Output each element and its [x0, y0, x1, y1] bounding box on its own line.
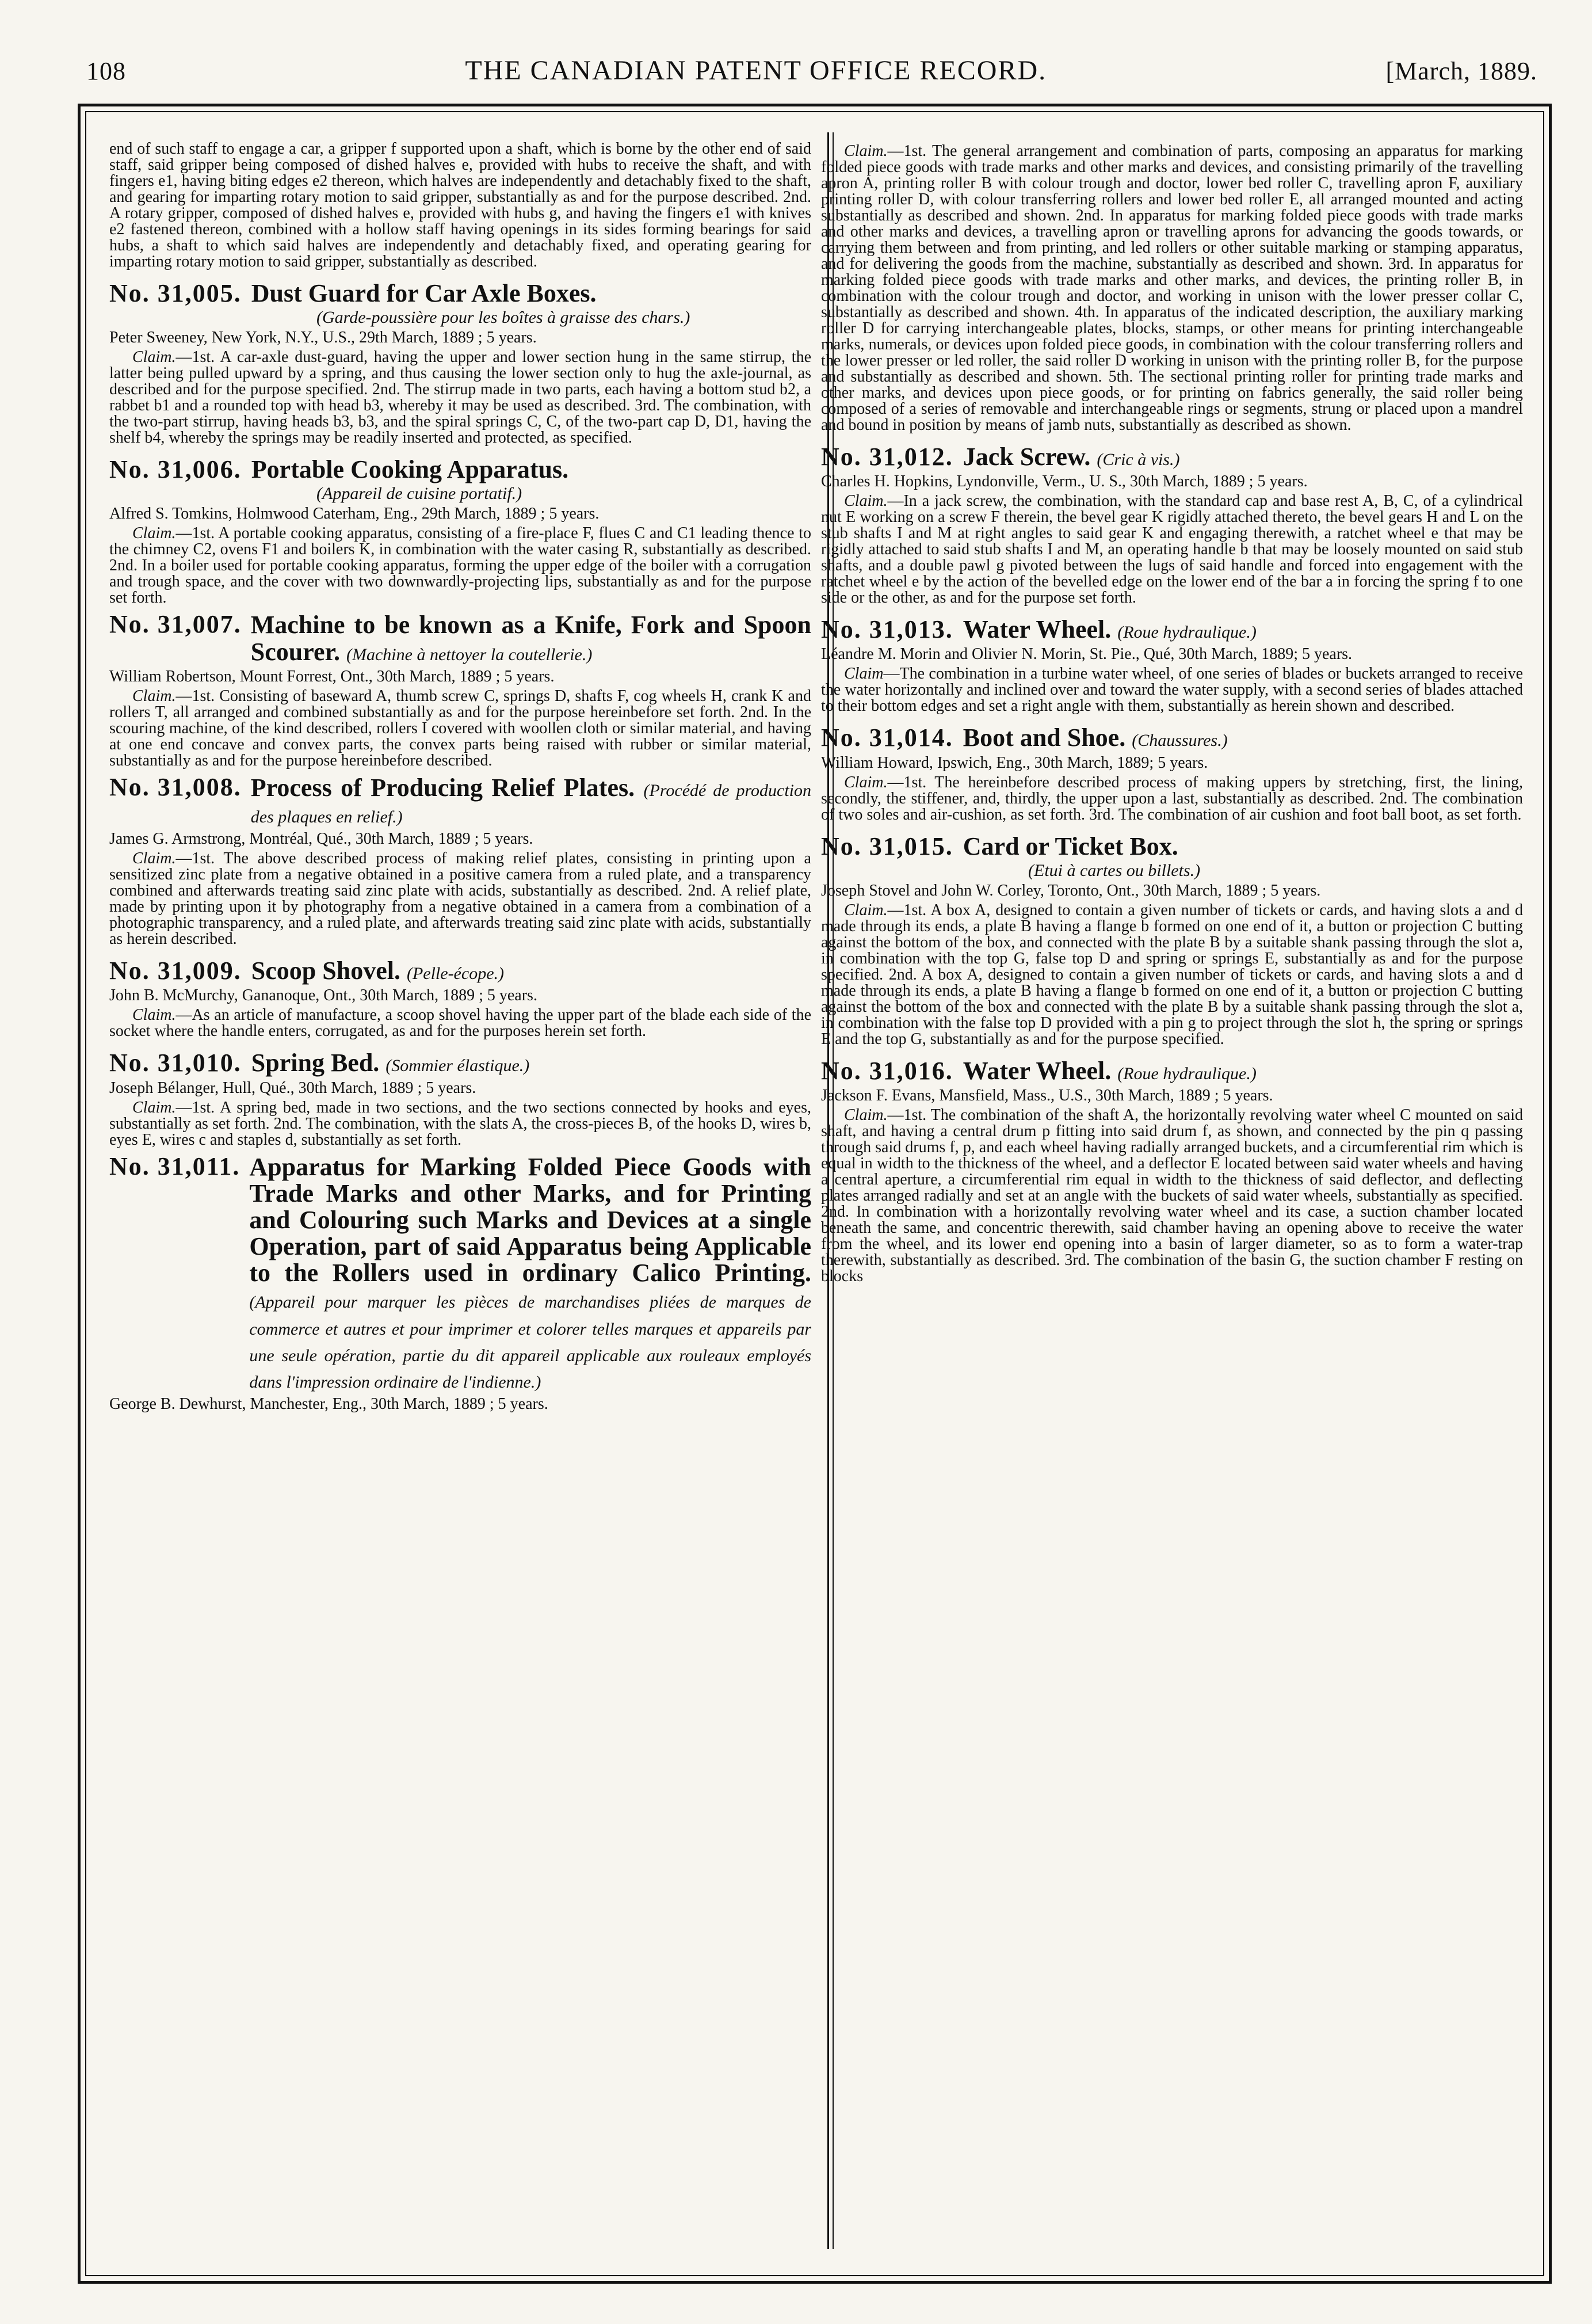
claim-label: Claim. — [132, 348, 176, 367]
french-title: (Appareil de cuisine portatif.) — [316, 484, 522, 504]
claim-body: —The combination in a turbine water wheel, of one series of blades or buckets arranged to receive the water horizontally and inclined over and toward the water supply, with a second series of blades attached to their bottom edges and set a right angle with them, substantially as herein shown and described. — [821, 665, 1523, 715]
patentee-line: William Robertson, Mount Forrest, Ont., 30th March, 1889 ; 5 years. — [109, 667, 555, 685]
claim-body: —As an article of manufacture, a scoop shovel having the upper part of the blade each side of the socket where the handle enters, corrugated, as and for the purposes herein set forth. — [109, 1006, 811, 1041]
patent-number: No. 31,008. — [109, 772, 242, 801]
claim-label: Claim. — [132, 687, 176, 705]
patent-title-block — [251, 612, 811, 665]
claim-text — [821, 666, 1523, 714]
patent-number: No. 31,010. — [109, 1049, 242, 1077]
patent-number: No. 31,013. — [821, 615, 953, 644]
right-column — [821, 141, 1523, 2246]
patentee-line: Charles H. Hopkins, Lyndonville, Verm., U. S., 30th March, 1889 ; 5 years. — [821, 473, 1308, 491]
issue-date: [March, 1889. — [1385, 57, 1537, 85]
claim-text — [109, 1007, 811, 1039]
page-number: 108 — [86, 57, 126, 85]
patentee-line: William Howard, Ipswich, Eng., 30th March, 1889; 5 years. — [821, 753, 1208, 772]
patent-entry-31011 — [109, 1154, 811, 1413]
patent-entry-31014 — [821, 725, 1523, 822]
entry-heading — [109, 612, 811, 665]
claim-body: —1st. The combination of the shaft A, the horizontally revolving water wheel C mounted on said shaft, and having a central drum p fitting into said drum f, as shown, and connected by the pin q passing through said drums f, p, and each wheel having radially arranged buckets, and a circumferential rim which is equal in width to the thickness of the wheel, and a deflector E located between said water wheels and having a central aperture, a circumferential rim equal in width to the thickness of said deflector, and deflecting plates arranged radially and set at an angle with the buckets of said water wheels, substantially as specified. 2nd. In combination with a horizontally revolving water wheel and its case, a suction chamber located beneath the same, and concentric therewith, said chamber having an opening above to receive the water from the wheel, and its lower end opening into a basin of larger diameter, so as to form a water-trap therewith, substantially as described. 3rd. The combination of the basin G, the suction chamber F resting on blocks — [821, 1106, 1523, 1285]
patent-title: Scoop Shovel. — [251, 957, 400, 985]
claim-text — [821, 493, 1523, 606]
claim-text — [821, 775, 1523, 823]
entry-heading — [821, 833, 1523, 860]
patent-title-block — [251, 775, 811, 828]
patentee-line: Jackson F. Evans, Mansfield, Mass., U.S., 30th March, 1889 ; 5 years. — [821, 1086, 1273, 1104]
patentee-line: Peter Sweeney, New York, N.Y., U.S., 29th March, 1889 ; 5 years. — [109, 329, 537, 347]
page-frame — [78, 104, 1552, 2284]
continued-claim-text — [821, 143, 1523, 433]
patentee-line: Alfred S. Tomkins, Holmwood Caterham, Eng., 29th March, 1889 ; 5 years. — [109, 505, 600, 523]
claim-label: Claim. — [844, 142, 888, 160]
patentee-line: Joseph Bélanger, Hull, Qué., 30th March, 1889 ; 5 years. — [109, 1079, 476, 1097]
french-title: (Machine à nettoyer la coutellerie.) — [346, 645, 593, 664]
claim-label: Claim. — [844, 773, 888, 791]
french-title: (Sommier élastique.) — [385, 1056, 530, 1076]
claim-label: Claim. — [132, 1098, 176, 1117]
patent-title: Card or Ticket Box. — [963, 832, 1178, 860]
patent-entry-31016 — [821, 1058, 1523, 1285]
claim-label: Claim. — [132, 524, 176, 543]
claim-text — [821, 902, 1523, 1047]
french-title: (Roue hydraulique.) — [1117, 623, 1257, 642]
patent-title: Portable Cooking Apparatus. — [251, 455, 569, 484]
patent-entry-31009 — [109, 958, 811, 1039]
claim-label: Claim. — [132, 1006, 176, 1024]
french-title: (Pelle-écope.) — [406, 964, 504, 984]
claim-text — [109, 1100, 811, 1148]
claim-text — [821, 1107, 1523, 1285]
claim-body: —1st. A car-axle dust-guard, having the upper and lower section hung in the same stirrup, the latter being pulled upward by a spring, and thus causing the lower section only to hug the axle-journal, as described and for the purpose specified. 2nd. The stirrup made in two parts, each having a bottom stud b2, a rabbet b1 and a rounded top with head b3, whereby it may be used as described. 3rd. The combination, with the two-part stirrup, having heads b3, b3, and the spiral springs C, C, of the two-part cap D, D1, having the shelf b4, whereby the springs may be readily inserted and protected, as specified. — [109, 348, 811, 447]
patentee-line: George B. Dewhurst, Manchester, Eng., 30th March, 1889 ; 5 years. — [109, 1395, 548, 1414]
patent-number: No. 31,012. — [821, 443, 953, 471]
entry-heading — [109, 1050, 811, 1076]
publication-title: THE CANADIAN PATENT OFFICE RECORD. — [465, 55, 1047, 86]
patent-number: No. 31,009. — [109, 957, 242, 985]
claim-label: Claim — [844, 665, 884, 683]
french-title: (Appareil pour marquer les pièces de marchandises pliées de marques de commerce et autres et pour imprimer et colorer telles marques et appareils par une seule opération, partie du dit appareil applicable aux rouleaux employés dans l'impression ordinaire de l'indienne.) — [249, 1293, 811, 1392]
running-head — [86, 55, 1537, 101]
patent-number: No. 31,015. — [821, 832, 953, 860]
patent-title-block — [249, 1154, 811, 1393]
patent-title: Apparatus for Marking Folded Piece Goods with Trade Marks and other Marks, and for Printing and Colouring such Marks and Devices at a single Operation, part of said Apparatus being Applicable to the Rollers used in ordinary Calico Printing. — [249, 1152, 811, 1287]
patent-title: Spring Bed. — [251, 1049, 380, 1077]
french-title: (Chaussures.) — [1132, 731, 1228, 750]
patent-title: Machine to be known as a Knife, Fork and Spoon Scourer. — [250, 611, 811, 666]
patent-entry-31010 — [109, 1050, 811, 1148]
french-title: (Garde-poussière pour les boîtes à graisse des chars.) — [316, 308, 690, 327]
patent-title: Boot and Shoe. — [963, 723, 1126, 752]
patent-number: No. 31,011. — [109, 1152, 240, 1180]
patent-number: No. 31,014. — [821, 723, 953, 752]
patent-entry-31015 — [821, 833, 1523, 1047]
entry-heading — [109, 1154, 811, 1393]
patent-entry-31007 — [109, 612, 811, 768]
claim-label: Claim. — [844, 492, 888, 510]
patent-number: No. 31,005. — [109, 279, 242, 307]
claim-text — [109, 525, 811, 606]
entry-heading — [109, 772, 811, 828]
entry-heading — [821, 1058, 1523, 1084]
claim-body: —1st. The general arrangement and combination of parts, composing an apparatus for marking folded piece goods with trade marks and other marks and devices, and consisting primarily of the travelling apron A, printing roller B with colour trough and doctor, lower bed roller C, travelling apron F, auxiliary printing roller D, with colour transferring rollers and lower bed roller E, all arranged mounted and acting substantially as described and shown. 2nd. In apparatus for marking folded piece goods with trade marks and other marks and devices, a travelling apron or travelling aprons for advancing the goods towards, or carrying them between and from printing, and led rollers or other suitable marking or stamping apparatus, and for delivering the goods from the machine, substantially as described and shown. 3rd. In apparatus for marking folded piece goods with trade marks and other marks, and devices, the printing roller B, in combination with the colour trough and doctor, and working in unison with the lower presser collar C, substantially as described and shown. 4th. In apparatus of the indicated description, the auxiliary marking roller D for carrying interchangeable plates, blocks, stamps, or other means for printing interchangeable marks, numerals, or devices upon folded piece goods, in combination with the colour transferring rollers and the lower presser or led roller, the said roller D working in unison with the printing roller B, for the purpose and substantially as described and shown. 5th. The sectional printing roller for printing trade marks and other marks, and devices upon piece goods, or for printing on fabrics generally, the said roller being composed of a series of removable and interchangeable rings or segments, strung or placed upon a mandrel and bound in position by means of jamb nuts, substantially as described as shown. — [821, 142, 1523, 434]
claim-label: Claim. — [844, 901, 888, 919]
patent-entry-31013 — [821, 616, 1523, 714]
patent-title: Jack Screw. — [963, 443, 1091, 471]
patent-number: No. 31,007. — [109, 610, 242, 639]
entry-heading — [109, 280, 811, 307]
claim-body: —1st. The above described process of making relief plates, consisting in printing upon a sensitized zinc plate from a negative obtained in a positive camera from a ruled plate, and a transparency combined and afterwards treating said zinc plate with acids, substantially as described. 2nd. A relief plate, made by printing upon it by photography from a negative obtained in a camera from a combination of a photographic transparency, and a ruled plate, and afterwards treating said zinc plate with acids, substantially as herein described. — [109, 849, 811, 948]
claim-text — [109, 688, 811, 769]
claim-body: —1st. A box A, designed to contain a given number of tickets or cards, and having slots a and d made through its ends, a plate B having a flange b formed on one end of it, a button or projection C butting against the bottom of the box, and connected with the plate B by a suitable shank passing through the slot a, in combination with the top G, false top D and spring or springs E, substantially as and for the purpose specified. 2nd. A box A, designed to contain a given number of tickets or cards, and having slots a and d made through its ends, a plate B having a flange b formed on one end of it, a button or projection C butting against the bottom of the box and connected with the plate B by a suitable shank passing through the slot a, in combination with the false top D provided with a pin g to project through the slot h, the spring or springs E and the top G, substantially as and for the purpose specified. — [821, 901, 1523, 1048]
claim-body: —1st. A portable cooking apparatus, consisting of a fire-place F, flues C and C1 leading thence to the chimney C2, ovens F1 and boilers K, in combination with the water casing R, substantially as described. 2nd. In a boiler used for portable cooking apparatus, forming the upper edge of the boiler with a corrugation and trough space, and the cover with two downwardly-projecting lips, substantially as and for the purpose set forth. — [109, 524, 811, 607]
french-title: (Roue hydraulique.) — [1117, 1064, 1257, 1083]
patent-entry-31006 — [109, 456, 811, 606]
patent-entry-31005 — [109, 280, 811, 446]
patent-title: Process of Producing Relief Plates. — [250, 773, 635, 802]
patentee-line: Léandre M. Morin and Olivier N. Morin, St. Pie., Qué, 30th March, 1889; 5 years. — [821, 645, 1353, 664]
entry-heading — [109, 456, 811, 483]
claim-text — [109, 851, 811, 947]
left-column — [109, 141, 811, 2246]
patentee-line: Joseph Stovel and John W. Corley, Toronto, Ont., 30th March, 1889 ; 5 years. — [821, 881, 1321, 900]
entry-heading — [821, 444, 1523, 470]
patent-title: Water Wheel. — [963, 615, 1112, 644]
patent-title: Water Wheel. — [963, 1056, 1112, 1085]
french-title: (Procédé de production des plaques en relief.) — [250, 780, 811, 826]
patent-entry-31008 — [109, 772, 811, 948]
continued-claim-text: end of such staff to engage a car, a gripper f supported upon a shaft, which is borne by the other end of said staff, said gripper being composed of dished halves e, provided with hubs to receive the shaft, and with fingers e1, having biting edges e2 thereon, which halves are independently and detachably fixed to the shaft, and gearing for imparting rotary motion to said gripper, substantially as and for the purpose described. 2nd. A rotary gripper, composed of dished halves e, provided with hubs g, and having the fingers e1 with knives e2 fastened thereon, combined with a hollow staff having openings in its sides forming bearings for said hubs, a shaft to which said halves are independently and detachably fixed, and operating gearing for imparting rotary motion to said gripper, substantially as described. — [109, 141, 811, 271]
claim-body: —1st. The hereinbefore described process of making uppers by stretching, first, the lining, secondly, the stiffener, and, thirdly, the upper upon a last, substantially as described. 2nd. The combination of two soles and air-cushion, as set forth. 3rd. The combination of air cushion and foot ball boot, as set forth. — [821, 773, 1523, 824]
french-title: (Etui à cartes ou billets.) — [1028, 860, 1201, 880]
entry-heading — [821, 725, 1523, 751]
patent-number: No. 31,016. — [821, 1056, 953, 1085]
claim-text — [109, 349, 811, 446]
patentee-line: James G. Armstrong, Montréal, Qué., 30th March, 1889 ; 5 years. — [109, 830, 533, 848]
claim-label: Claim. — [132, 849, 176, 868]
patent-number: No. 31,006. — [109, 455, 242, 484]
claim-body: —1st. A spring bed, made in two sections, and the two sections connected by hooks and eyes, substantially as set forth. 2nd. The combination, with the slats A, the cross-pieces B, of the hooks D, wires b, eyes E, wires c and staples d, substantially as set forth. — [109, 1098, 811, 1149]
claim-body: —1st. Consisting of baseward A, thumb screw C, springs D, shafts F, cog wheels H, crank K and rollers T, all arranged and combined substantially as and for the purpose hereinbefore set forth. 2nd. In the scouring machine, of the kind described, rollers I covered with woollen cloth or similar material, and having at one end concave and convex parts, the convex parts being raised with rubber or similar material, substantially as and for the purpose hereinbefore described. — [109, 687, 811, 769]
claim-body: —In a jack screw, the combination, with the standard cap and base rest A, B, C, of a cylindrical nut E working on a screw F therein, the bevel gear K rigidly attached thereto, the bevel gears H and L on the stub shafts I and M at right angles to said gear K and engaging therewith, a ratchet wheel e that may be rigidly attached to said stub shafts I and M, an operating handle b that may be loosely mounted on said stub shafts, and a double pawl g pivoted between the lugs of said handle and forced into engagement with the ratchet wheel e by the action of the bevelled edge on the lower end of the bar a in forcing the spring f to one side or the other, as and for the purpose set forth. — [821, 492, 1523, 607]
claim-label: Claim. — [844, 1106, 888, 1124]
patent-entry-31012 — [821, 444, 1523, 606]
french-title: (Cric à vis.) — [1097, 450, 1180, 469]
entry-heading — [109, 958, 811, 984]
patent-title: Dust Guard for Car Axle Boxes. — [251, 279, 597, 307]
patentee-line: John B. McMurchy, Gananoque, Ont., 30th March, 1889 ; 5 years. — [109, 986, 537, 1005]
entry-heading — [821, 616, 1523, 643]
